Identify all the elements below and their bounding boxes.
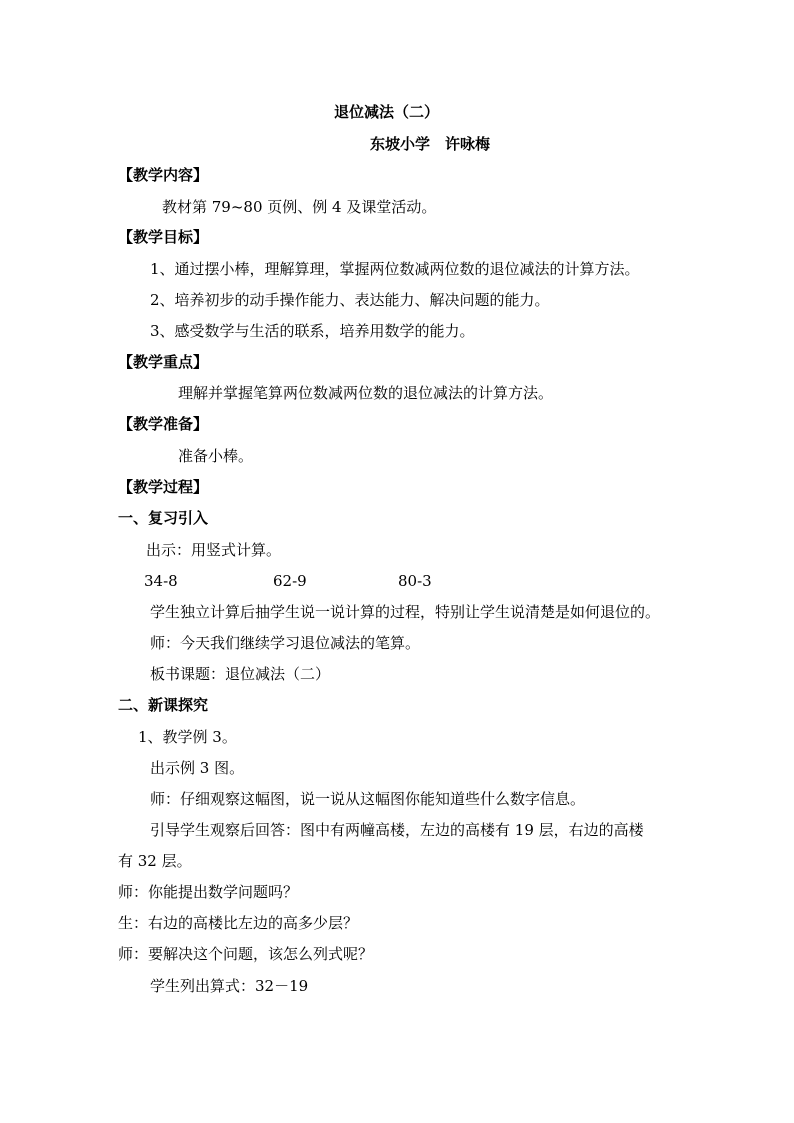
part1-line2: 师：今天我们继续学习退位减法的笔算。 [150, 634, 421, 652]
part2-teacher2: 师：你能提出数学问题吗？ [118, 883, 299, 901]
section-heading-process: 【教学过程】 [118, 478, 209, 496]
part2-sub1: 1、教学例 3。 [138, 728, 237, 746]
part2-heading: 二、新课探究 [118, 696, 209, 714]
goal-item: 2、培养初步的动手操作能力、表达能力、解决问题的能力。 [150, 291, 550, 309]
goal-item: 3、感受数学与生活的联系，培养用数学的能力。 [150, 322, 475, 340]
author-line: 东坡小学 许咏梅 [370, 135, 491, 153]
part1-line1: 学生独立计算后抽学生说一说计算的过程，特别让学生说清楚是如何退位的。 [150, 603, 661, 621]
exercise-item: 62-9 [273, 572, 307, 590]
key-text: 理解并掌握笔算两位数减两位数的退位减法的计算方法。 [178, 384, 554, 402]
section-heading-content: 【教学内容】 [118, 166, 209, 184]
part1-show: 出示：用竖式计算。 [146, 541, 282, 559]
part2-teacher1: 师：仔细观察这幅图，说一说从这幅图你能知道些什么数字信息。 [150, 790, 586, 808]
part2-guide-b: 有 32 层。 [118, 852, 192, 870]
part1-heading: 一、复习引入 [118, 509, 209, 527]
goal-item: 1、通过摆小棒，理解算理，掌握两位数减两位数的退位减法的计算方法。 [150, 260, 640, 278]
section-heading-prep: 【教学准备】 [118, 415, 209, 433]
exercise-item: 34-8 [144, 572, 178, 590]
part2-guide-a: 引导学生观察后回答：图中有两幢高楼，左边的高楼有 19 层，右边的高楼 [150, 821, 644, 839]
prep-text: 准备小棒。 [178, 447, 254, 465]
section-heading-key: 【教学重点】 [118, 353, 209, 371]
content-text: 教材第 79~80 页例、例 4 及课堂活动。 [162, 198, 437, 216]
section-heading-goals: 【教学目标】 [118, 228, 209, 246]
exercise-item: 80-3 [398, 572, 432, 590]
part2-formula: 学生列出算式：32－19 [150, 977, 309, 995]
part1-line3: 板书课题：退位减法（二） [150, 665, 331, 683]
document-title: 退位减法（二） [334, 103, 440, 121]
part2-show: 出示例 3 图。 [150, 759, 245, 777]
part2-teacher3: 师：要解决这个问题，该怎么列式呢？ [118, 945, 374, 963]
part2-student: 生：右边的高楼比左边的高多少层？ [118, 914, 359, 932]
